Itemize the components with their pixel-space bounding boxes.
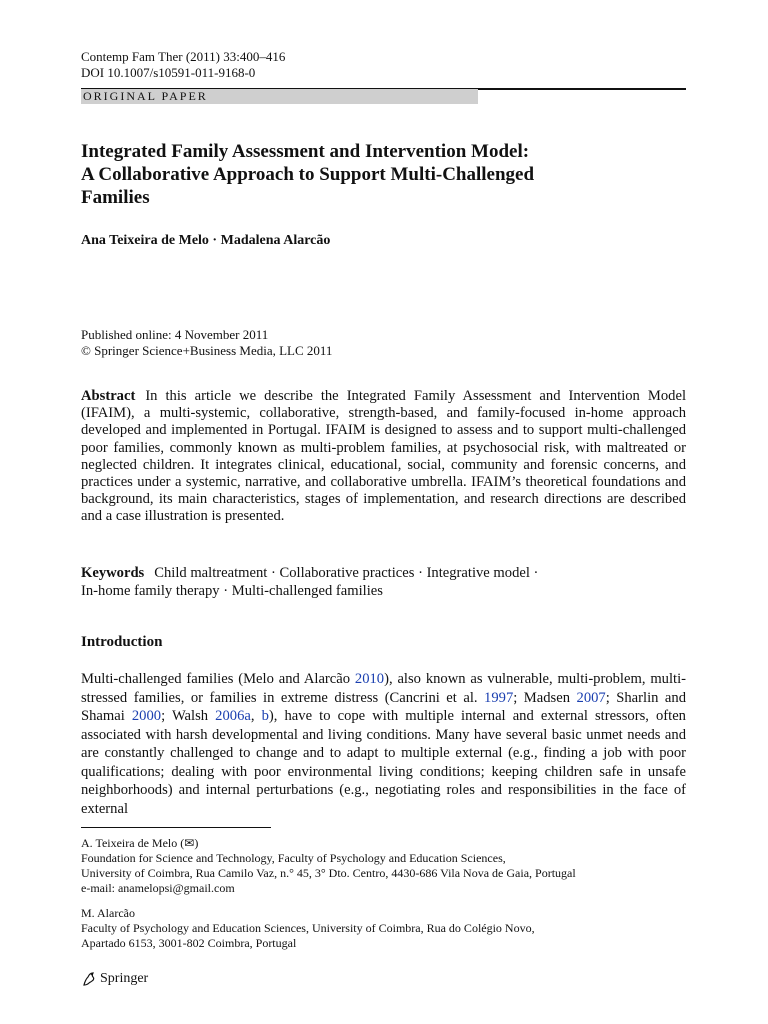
affiliation-1 — [81, 836, 576, 896]
intro-text: ; Sharlin and Shamai — [81, 689, 686, 724]
title-line-3: Families — [81, 187, 150, 208]
title-line-1: Integrated Family Assessment and Intervention Model: — [81, 141, 530, 162]
title-line-2: A Collaborative Approach to Support Multi-Challenged — [81, 164, 535, 185]
affiliation-1-name — [81, 836, 576, 851]
affiliation-1-line-1: Foundation for Science and Technology, Faculty of Psychology and Education Sciences, — [81, 851, 506, 865]
abstract-text: In this article we describe the Integrated Family Assessment and Intervention Model (IFAIM), a multi-systemic, collaborative, strength-based, and family-focused in-home approach developed and implemented in Portugal. IFAIM is designed to assess and to support multi-challenged poor families, commonly known as multi-problem families, at psychosocial risk, with maltreated or neglected children. It integrates clinical, educational, social, community and forensic concerns, and practices under a systemic, narrative, and collaborative umbrella. IFAIM’s theoretical foundations and background, its main characteristics, stages of implementation, and research directions are described and a case illustration is presented. — [81, 388, 686, 525]
citation-link[interactable]: 2006a — [215, 708, 251, 724]
affiliation-2 — [81, 906, 535, 951]
doi: DOI 10.1007/s10591-011-9168-0 — [81, 65, 256, 80]
keywords — [81, 564, 686, 600]
author-email[interactable]: e-mail: anamelopsi@gmail.com — [81, 881, 235, 895]
intro-text: ), have to cope with multiple internal and external stressors, often associated with harsh developmental and living conditions. Many have several basic unmet needs and are constantly challenged to change and to adapt to multiple external (e.g., finding a job with poor qualifications; dealing with poor environmental living conditions; keeping children safe in unsafe neighborhoods) and internal perturbations (e.g., negotiating roles and responsibilities in the face of external — [81, 708, 686, 817]
published-date: Published online: 4 November 2011 — [81, 327, 269, 342]
affiliation-2-name: M. Alarcão — [81, 906, 135, 920]
publisher-name: Springer — [100, 971, 149, 986]
journal-header — [81, 49, 285, 81]
publication-info — [81, 327, 332, 359]
citation-link[interactable]: 1997 — [484, 689, 514, 706]
citation-link[interactable]: b — [261, 708, 269, 724]
journal-citation: Contemp Fam Ther (2011) 33:400–416 — [81, 49, 286, 64]
springer-horse-icon — [81, 971, 97, 987]
intro-text: ), also known as vulnerable, multi-problem, multi-stressed families, or families in extreme distress (Cancrini et al. — [81, 671, 686, 706]
paper-title — [81, 140, 686, 209]
article-type-label: ORIGINAL PAPER — [83, 89, 208, 103]
affiliation-1-line-2: University of Coimbra, Rua Camilo Vaz, n.° 45, 3° Dto. Centro, 4430-686 Vila Nova de Gaia, Portugal — [81, 866, 576, 880]
abstract — [81, 388, 686, 526]
keywords-line-1: Child maltreatment · Collaborative practices · Integrative model · — [154, 565, 539, 581]
author-1-name-end: ) — [194, 836, 199, 850]
publisher-footer — [81, 971, 148, 987]
authors: Ana Teixeira de Melo · Madalena Alarcão — [81, 233, 331, 248]
envelope-icon: ✉ — [184, 836, 195, 850]
citation-link[interactable]: 2000 — [131, 708, 162, 724]
footnote-rule — [81, 827, 271, 828]
intro-text: ; Walsh — [161, 708, 216, 724]
section-heading-introduction: Introduction — [81, 634, 163, 650]
abstract-label: Abstract — [81, 388, 136, 404]
article-type-banner — [81, 89, 478, 104]
intro-text: ; Madsen — [513, 689, 577, 706]
introduction-paragraph — [81, 670, 686, 818]
affiliation-2-line-1: Faculty of Psychology and Education Sciences, University of Coimbra, Rua do Colégio Novo, — [81, 921, 535, 935]
citation-link[interactable]: 2007 — [576, 689, 606, 706]
affiliation-2-line-2: Apartado 6153, 3001-802 Coimbra, Portugal — [81, 936, 297, 950]
keywords-label: Keywords — [81, 565, 145, 581]
intro-text: Multi-challenged families (Melo and Alarcão — [81, 671, 355, 687]
copyright: © Springer Science+Business Media, LLC 2011 — [81, 343, 333, 358]
citation-link[interactable]: 2010 — [354, 671, 385, 687]
author-1-name: A. Teixeira de Melo ( — [81, 836, 185, 850]
intro-text: , — [250, 708, 262, 724]
keywords-line-2: In-home family therapy · Multi-challenged families — [81, 583, 383, 599]
